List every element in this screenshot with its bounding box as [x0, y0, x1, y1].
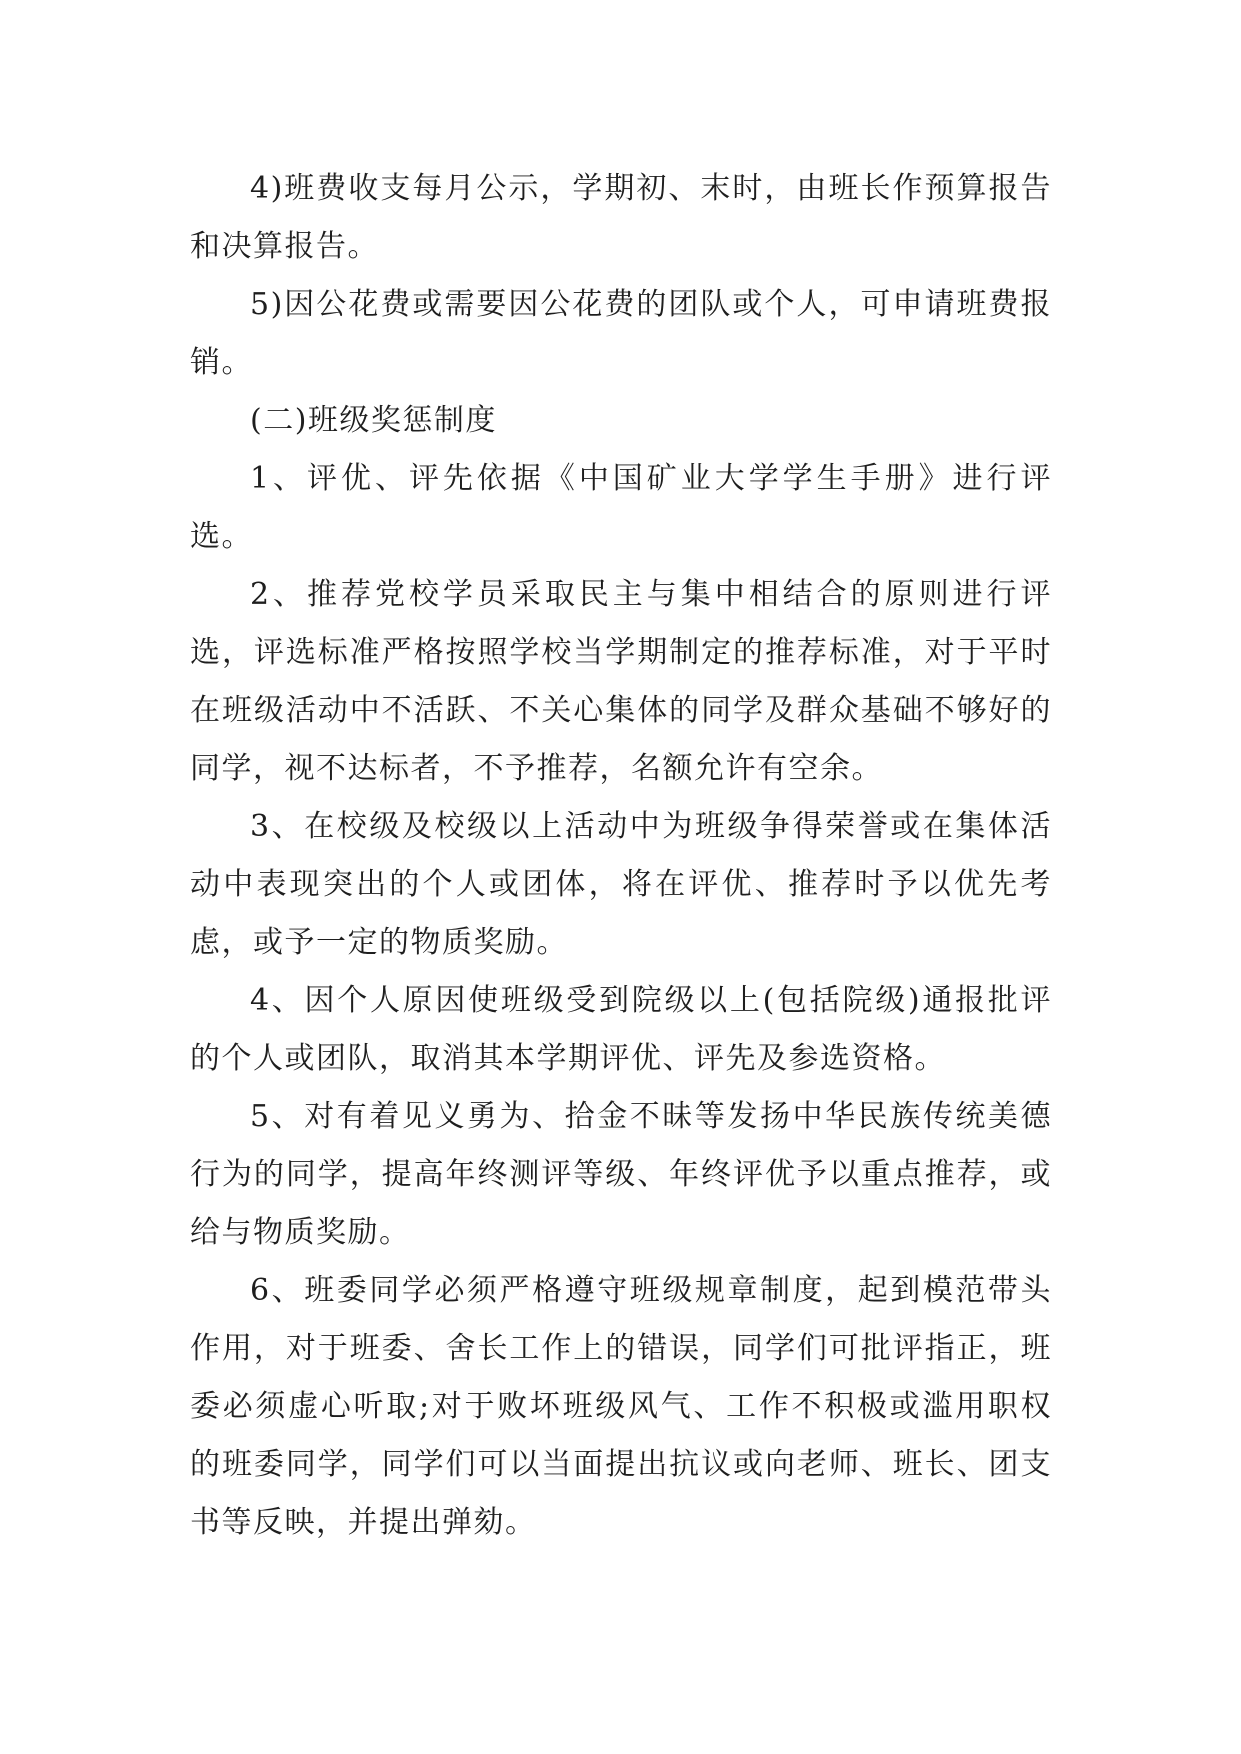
paragraph-reimbursement: 5)因公花费或需要因公花费的团队或个人，可申请班费报销。 — [190, 287, 1052, 380]
paragraph-rule-1: 1、评优、评先依据《中国矿业大学学生手册》进行评选。 — [190, 461, 1052, 554]
document-body — [190, 160, 1052, 1552]
section-heading-rewards: (二)班级奖惩制度 — [250, 403, 497, 438]
paragraph-rule-5: 5、对有着见义勇为、拾金不昧等发扬中华民族传统美德行为的同学，提高年终测评等级、年终评优予以重点推荐，或给与物质奖励。 — [190, 1099, 1052, 1250]
paragraph-rule-6: 6、班委同学必须严格遵守班级规章制度，起到模范带头作用，对于班委、舍长工作上的错误，同学们可批评指正，班委必须虚心听取;对于败坏班级风气、工作不积极或滥用职权的班委同学，同学们可以当面提出抗议或向老师、班长、团支书等反映，并提出弹劾。 — [190, 1273, 1052, 1540]
paragraph-rule-3: 3、在校级及校级以上活动中为班级争得荣誉或在集体活动中表现突出的个人或团体，将在评优、推荐时予以优先考虑，或予一定的物质奖励。 — [190, 809, 1052, 960]
paragraph-rule-2: 2、推荐党校学员采取民主与集中相结合的原则进行评选，评选标准严格按照学校当学期制定的推荐标准，对于平时在班级活动中不活跃、不关心集体的同学及群众基础不够好的同学，视不达标者，不予推荐，名额允许有空余。 — [190, 577, 1052, 786]
paragraph-budget-report: 4)班费收支每月公示，学期初、末时，由班长作预算报告和决算报告。 — [190, 171, 1052, 264]
paragraph-rule-4: 4、因个人原因使班级受到院级以上(包括院级)通报批评的个人或团队，取消其本学期评优、评先及参选资格。 — [190, 983, 1052, 1076]
